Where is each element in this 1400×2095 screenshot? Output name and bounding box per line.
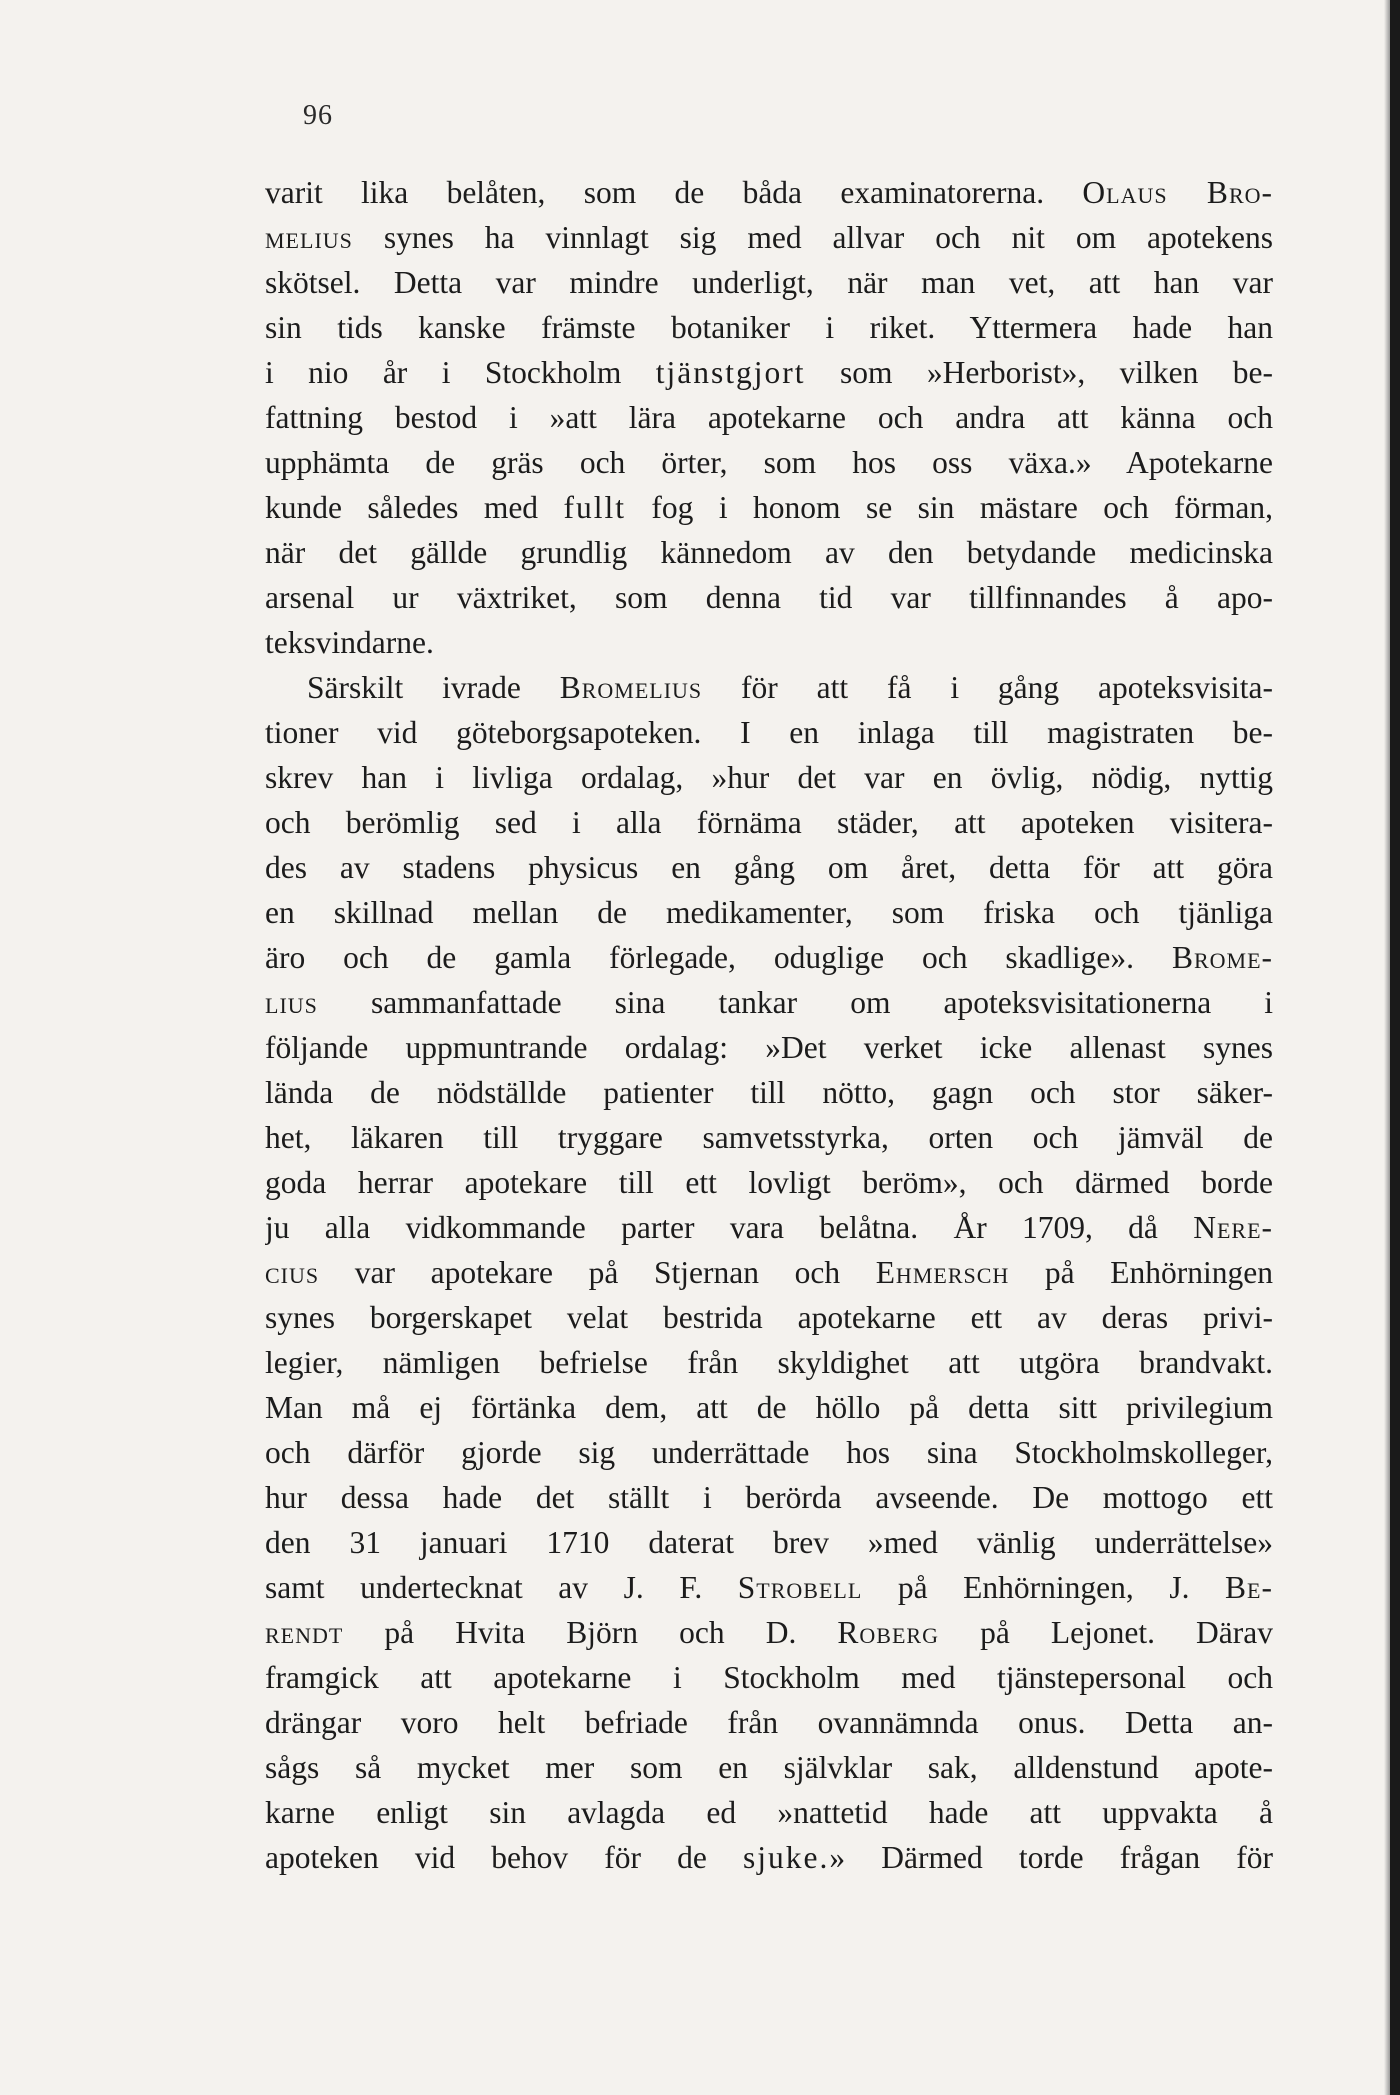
text-run: Man må ej förtänka dem, att de höllo på detta sitt privilegium <box>265 1390 1273 1425</box>
text-line <box>265 1790 1273 1835</box>
text-run: följande uppmuntrande ordalag: »Det verket icke allenast synes <box>265 1030 1273 1065</box>
text-run: lända de nödställde patienter till nötto, gagn och stor säker- <box>265 1075 1273 1110</box>
text-run: som »Herborist», vilken be- <box>805 355 1273 390</box>
text-line <box>265 1385 1273 1430</box>
spaced-text: sjuke. <box>743 1840 830 1875</box>
text-line <box>265 1295 1273 1340</box>
text-line <box>265 1160 1273 1205</box>
text-run: teksvindarne. <box>265 625 434 660</box>
page-edge-shadow <box>1390 0 1400 2095</box>
text-run: varit lika belåten, som de båda examinatorerna. <box>265 175 1083 210</box>
text-run: arsenal ur växtriket, som denna tid var tillfinnandes å apo- <box>265 580 1273 615</box>
text-line <box>265 1205 1273 1250</box>
text-run: fattning bestod i »att lära apotekarne och andra att känna och <box>265 400 1273 435</box>
name-small-caps: Olaus Bro- <box>1082 175 1273 210</box>
text-line <box>265 1745 1273 1790</box>
text-run: och därför gjorde sig underrättade hos sina Stockholmskolleger, <box>265 1435 1273 1470</box>
text-run: des av stadens physicus en gång om året, detta för att göra <box>265 850 1273 885</box>
name-small-caps: lius <box>265 985 318 1020</box>
name-small-caps: Ehmersch <box>875 1255 1010 1290</box>
spaced-text: tjänstgjort <box>655 355 806 390</box>
text-line <box>265 845 1273 890</box>
text-run: i nio år i Stockholm <box>265 355 656 390</box>
text-run: drängar voro helt befriade från ovannämnda onus. Detta an- <box>265 1705 1273 1740</box>
name-small-caps: rendt <box>265 1615 344 1650</box>
text-line <box>265 1475 1273 1520</box>
text-run: äro och de gamla förlegade, oduglige och skadlige». <box>265 940 1172 975</box>
text-run: för att få i gång apoteksvisita- <box>702 670 1273 705</box>
text-line <box>265 620 1273 665</box>
text-line <box>265 215 1273 260</box>
text-run: Särskilt ivrade <box>307 670 560 705</box>
text-run: på Hvita Björn och D. <box>343 1615 838 1650</box>
text-run: samt undertecknat av J. F. <box>265 1570 738 1605</box>
text-run: en skillnad mellan de medikamenter, som friska och tjänliga <box>265 895 1273 930</box>
name-small-caps: Strobell <box>737 1570 863 1605</box>
text-line <box>265 395 1273 440</box>
text-run: synes ha vinnlagt sig med allvar och nit om apotekens <box>352 220 1273 255</box>
text-run: kunde således med <box>265 490 564 525</box>
text-line <box>265 1520 1273 1565</box>
text-line <box>265 980 1273 1025</box>
name-small-caps: Roberg <box>837 1615 939 1650</box>
text-line <box>265 1700 1273 1745</box>
text-line <box>265 260 1273 305</box>
text-run: synes borgerskapet velat bestrida apotekarne ett av deras privi- <box>265 1300 1273 1335</box>
text-run: sammanfattade sina tankar om apoteksvisitationerna i <box>317 985 1273 1020</box>
text-line <box>265 1070 1273 1115</box>
name-small-caps: Brome- <box>1171 940 1273 975</box>
text-run: ju alla vidkommande parter vara belåtna. År 1709, då <box>265 1210 1194 1245</box>
text-run: när det gällde grundlig kännedom av den betydande medicinska <box>265 535 1273 570</box>
text-line <box>265 1250 1273 1295</box>
text-line <box>265 710 1273 755</box>
text-run: den 31 januari 1710 daterat brev »med vänlig underrättelse» <box>265 1525 1273 1560</box>
text-run: apoteken vid behov för de <box>265 1840 744 1875</box>
text-line <box>265 1610 1273 1655</box>
text-line <box>265 1565 1273 1610</box>
text-run: och berömlig sed i alla förnäma städer, att apoteken visitera- <box>265 805 1273 840</box>
text-line <box>265 440 1273 485</box>
text-run: sågs så mycket mer som en självklar sak, alldenstund apote- <box>265 1750 1273 1785</box>
text-run: på Enhörningen, J. <box>862 1570 1226 1605</box>
text-run: goda herrar apotekare till ett lovligt beröm», och därmed borde <box>265 1165 1273 1200</box>
name-small-caps: Bromelius <box>559 670 703 705</box>
text-line <box>265 170 1273 215</box>
text-line <box>265 530 1273 575</box>
text-run: skrev han i livliga ordalag, »hur det var en övlig, nödig, nyttig <box>265 760 1273 795</box>
text-line <box>265 485 1273 530</box>
text-run: skötsel. Detta var mindre underligt, när man vet, att han var <box>265 265 1273 300</box>
text-run: het, läkaren till tryggare samvetsstyrka, orten och jämväl de <box>265 1120 1273 1155</box>
text-line <box>265 350 1273 395</box>
text-line <box>265 800 1273 845</box>
text-line <box>265 1835 1273 1880</box>
text-line <box>265 1655 1273 1700</box>
text-run: på Lejonet. Därav <box>938 1615 1273 1650</box>
name-small-caps: cius <box>265 1255 320 1290</box>
text-line <box>265 1340 1273 1385</box>
name-small-caps: Nere- <box>1193 1210 1273 1245</box>
text-line <box>265 1115 1273 1160</box>
text-run: karne enligt sin avlagda ed »nattetid hade att uppvakta å <box>265 1795 1273 1830</box>
text-run: sin tids kanske främste botaniker i riket. Yttermera hade han <box>265 310 1273 345</box>
text-run: fog i honom se sin mästare och förman, <box>626 490 1273 525</box>
text-line <box>265 935 1273 980</box>
page-number: 96 <box>303 100 333 131</box>
text-run: legier, nämligen befrielse från skyldighet att utgöra brandvakt. <box>265 1345 1273 1380</box>
text-run: hur dessa hade det ställt i berörda avseende. De mottogo ett <box>265 1480 1273 1515</box>
text-line <box>265 1025 1273 1070</box>
text-run: upphämta de gräs och örter, som hos oss växa.» Apotekarne <box>265 445 1273 480</box>
text-line <box>265 305 1273 350</box>
name-small-caps: melius <box>265 220 353 255</box>
spaced-text: fullt <box>563 490 626 525</box>
text-run: på Enhörningen <box>1009 1255 1273 1290</box>
text-line <box>265 1430 1273 1475</box>
text-run: tioner vid göteborgsapoteken. I en inlaga till magistraten be- <box>265 715 1273 750</box>
text-line <box>265 755 1273 800</box>
text-run: var apotekare på Stjernan och <box>319 1255 876 1290</box>
text-line <box>265 665 1273 710</box>
text-run: framgick att apotekarne i Stockholm med tjänstepersonal och <box>265 1660 1273 1695</box>
body-text <box>265 170 1273 1880</box>
text-line <box>265 890 1273 935</box>
text-line <box>265 575 1273 620</box>
text-run: » Därmed torde frågan för <box>829 1840 1273 1875</box>
name-small-caps: Be- <box>1225 1570 1273 1605</box>
